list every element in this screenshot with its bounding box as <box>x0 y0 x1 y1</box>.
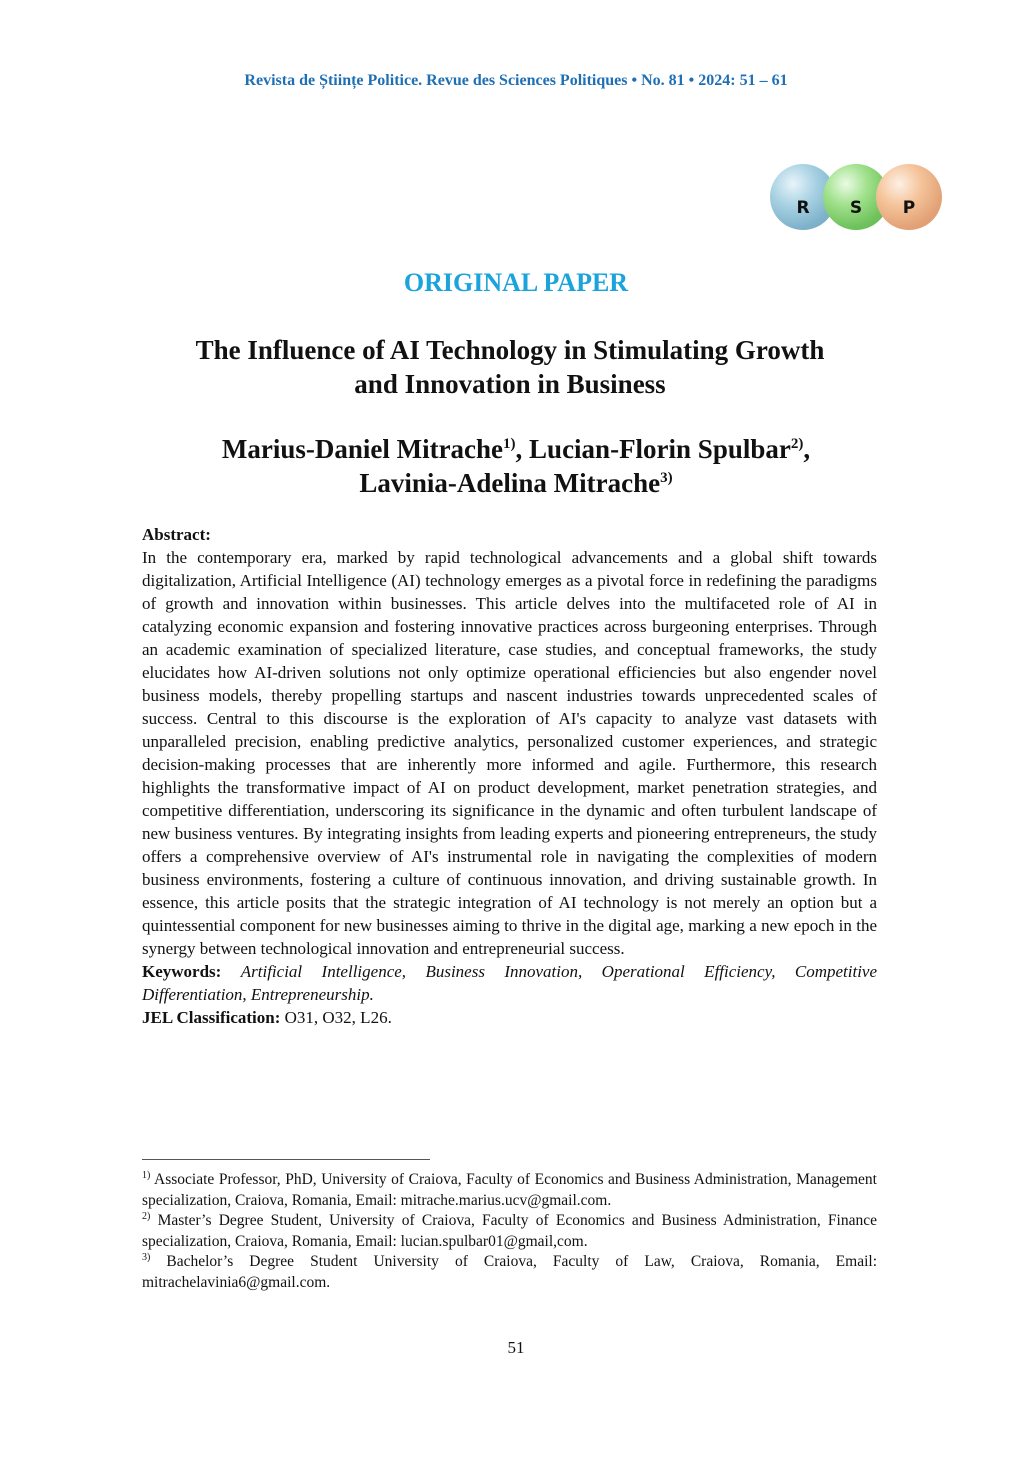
jel-line <box>142 1006 877 1029</box>
footnote-3 <box>142 1252 877 1293</box>
footnote-text: Associate Professor, PhD, University of Craiova, Faculty of Economics and Business Administration, Management specialization, Craiova, Romania, Email: mitrache.marius.ucv@gmail.com. <box>142 1171 877 1209</box>
logo-ball-p-icon: P <box>876 164 942 230</box>
author-footnote-mark: 1) <box>503 436 516 452</box>
footnotes <box>142 1170 877 1294</box>
title-line-1: The Influence of AI Technology in Stimulating Growth <box>195 335 825 365</box>
footnote-mark: 1) <box>142 1170 151 1181</box>
keywords-line <box>142 960 877 1006</box>
rsp-logo <box>768 160 944 232</box>
footnote-mark: 3) <box>142 1252 151 1264</box>
author-footnote-mark: 2) <box>790 436 804 452</box>
author-line-2 <box>120 466 912 500</box>
footnote-text: Master’s Degree Student, University of Craiova, Faculty of Economics and Business Administration, Finance specialization, Craiova, Romania, Email: lucian.spulbar01@gmail,com. <box>142 1212 877 1250</box>
footnote-mark: 2) <box>142 1211 151 1223</box>
abstract-text: In the contemporary era, marked by rapid technological advancements and a global shift towards digitalization, Artificial Intelligence (AI) technology emerges as a pivotal force in redefining the paradigms of growth and innovation within businesses. This article delves into the multifaceted role of AI in catalyzing economic expansion and fostering innovative practices across burgeoning enterprises. Through an academic examination of specialized literature, case studies, and conceptual frameworks, the study elucidates how AI-driven solutions not only optimize operational efficiencies but also engender novel business models, thereby propelling startups and nascent industries towards unprecedented scales of success. Central to this discourse is the exploration of AI's capacity to analyze vast datasets with unparalleled precision, enabling predictive analytics, personalized customer experiences, and strategic decision-making processes that are inherently more informed and agile. Furthermore, this research highlights the transformative impact of AI on product development, market penetration strategies, and competitive differentiation, underscoring its significance in the dynamic and often turbulent landscape of new business ventures. By integrating insights from leading experts and pioneering entrepreneurs, the study offers a comprehensive overview of AI's instrumental role in navigating the complexities of modern business environments, fostering a culture of continuous innovation, and driving sustainable growth. In essence, this article posits that the strategic integration of AI technology is not merely an option but a quintessential component for new businesses aiming to thrive in the digital age, marking a new epoch in the synergy between technological innovation and entrepreneurial success. <box>142 548 877 958</box>
title-line-2: and Innovation in Business <box>354 369 666 399</box>
footnote-divider <box>142 1159 430 1160</box>
author-footnote-mark: 3) <box>660 470 673 486</box>
author-line-1 <box>120 432 912 466</box>
page-number: 51 <box>507 1338 525 1357</box>
abstract-heading: Abstract: <box>142 525 211 544</box>
author-name: Lavinia-Adelina Mitrache <box>359 468 661 498</box>
keywords-label: Keywords: <box>142 962 222 981</box>
paper-title <box>120 333 900 401</box>
running-header: Revista de Științe Politice. Revue des Sciences Politiques • No. 81 • 2024: 51 – 61 <box>244 72 788 89</box>
footnote-1 <box>142 1170 877 1211</box>
logo-ball-r-icon: R <box>770 164 836 230</box>
jel-label: JEL Classification: <box>142 1008 281 1027</box>
keywords-values: Artificial Intelligence, Business Innovation, Operational Efficiency, Competitive Differentiation, Entrepreneurship. <box>142 962 878 1004</box>
abstract-section <box>142 523 877 1029</box>
author-list <box>120 432 912 500</box>
author-name: Lucian-Florin Spulbar <box>529 434 791 464</box>
section-label: ORIGINAL PAPER <box>403 268 629 297</box>
separator: , <box>803 434 811 464</box>
jel-values: O31, O32, L26. <box>284 1008 392 1027</box>
logo-ball-s-icon: S <box>823 164 889 230</box>
separator: , <box>515 434 530 464</box>
author-name: Marius-Daniel Mitrache <box>221 434 504 464</box>
footnote-text: Bachelor’s Degree Student University of Craiova, Faculty of Law, Craiova, Romania, Email: mitrachelavinia6@gmail.com. <box>142 1253 878 1291</box>
footnote-2 <box>142 1211 877 1252</box>
